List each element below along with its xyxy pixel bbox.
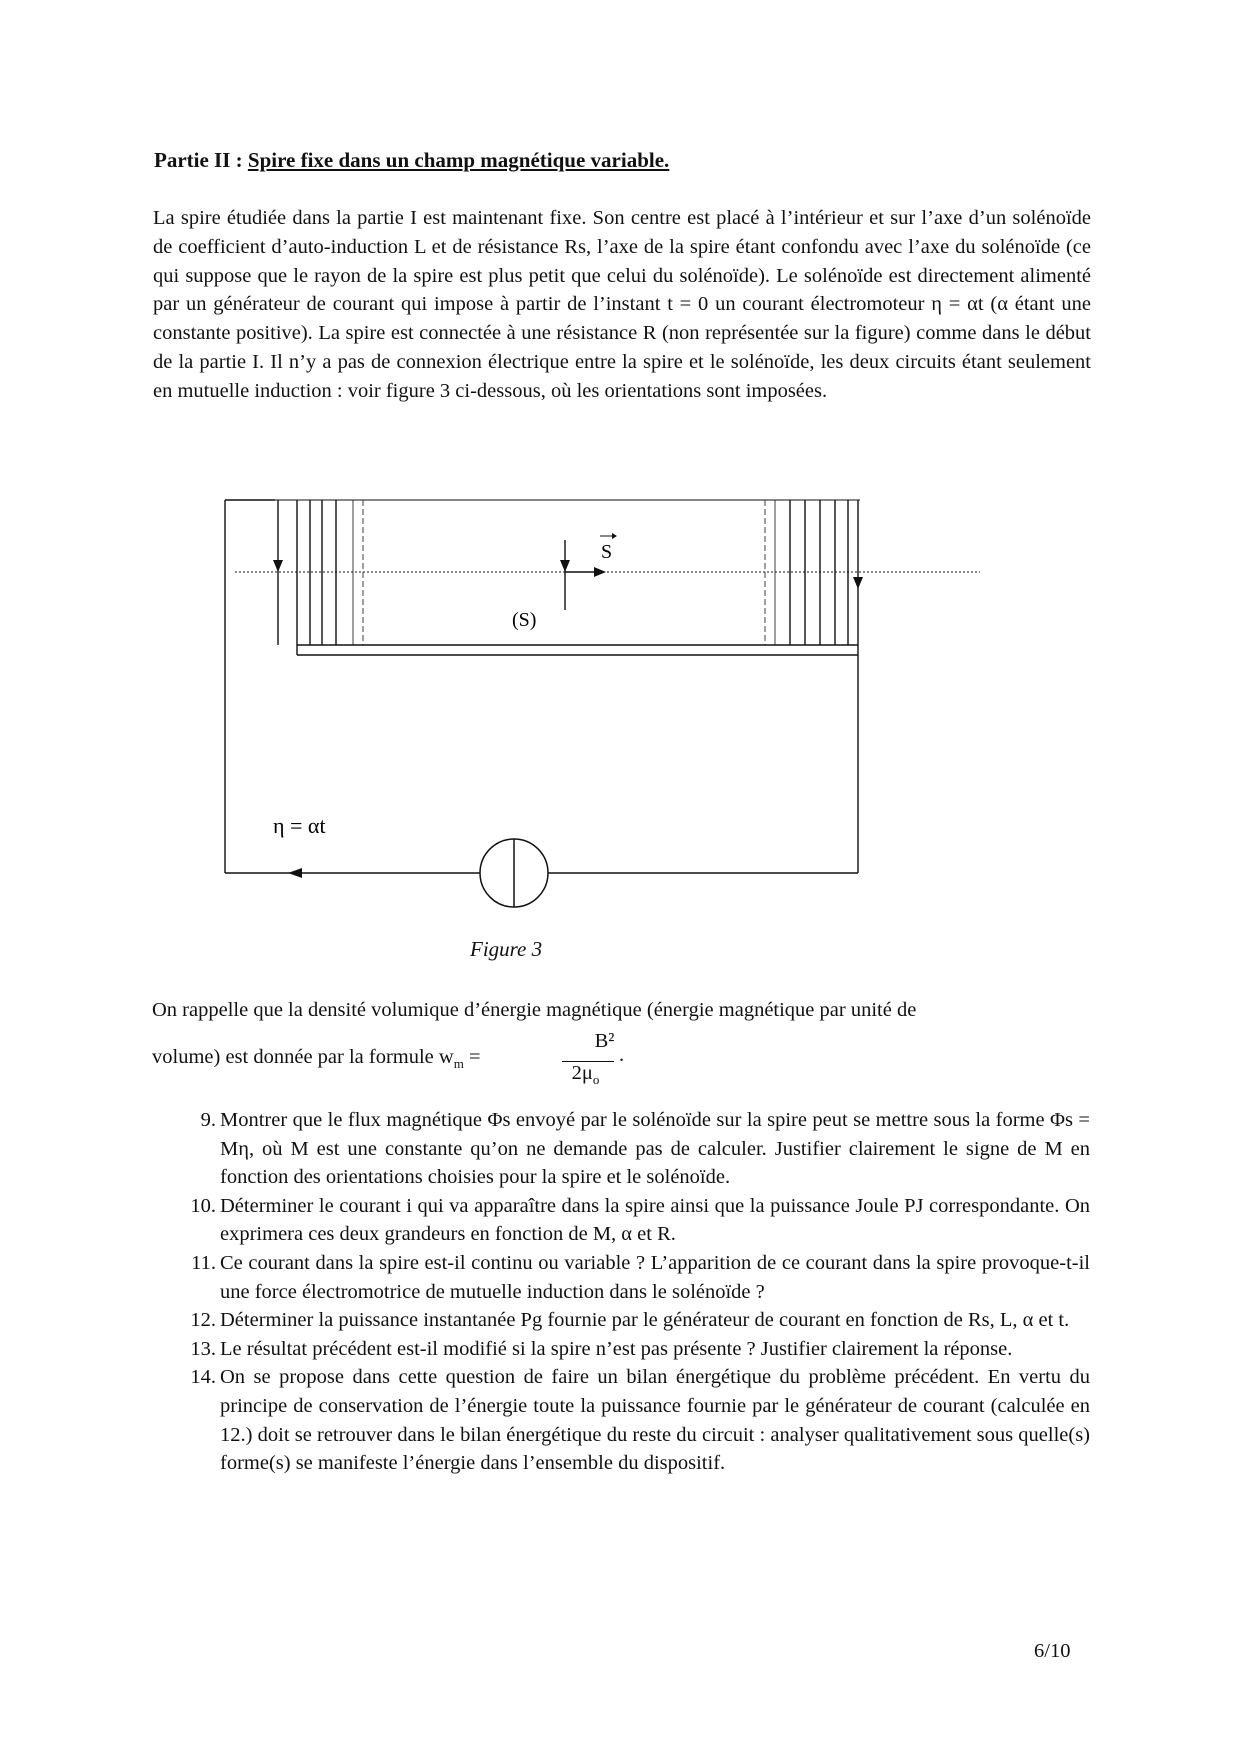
figure-3: [210, 490, 990, 920]
vector-s-arrow-icon: [594, 567, 606, 577]
vector-s-overarrow-head-icon: [612, 533, 617, 539]
intro-paragraph: La spire étudiée dans la partie I est maintenant fixe. Son centre est placé à l’intérieur et sur l’axe d’un solénoïde de coefficient d’auto-induction L et de résistance Rs, l’axe de la spire étant confondu avec l’axe du solénoïde (ce qui suppose que le rayon de la spire est plus petit que celui du solénoïde). Le solénoïde est directement alimenté par un générateur de courant qui impose à partir de l’instant t = 0 un courant électromoteur η = αt (α étant une constante positive). La spire est connectée à une résistance R (non représentée sur la figure) comme dans le début de la partie I. Il n’y a pas de connexion électrique entre la spire et le solénoïde, les deux circuits étant seulement en mutuelle induction : voir figure 3 ci-dessous, où les orientations sont imposées.: [153, 207, 1091, 402]
vector-s-label: S: [601, 541, 613, 563]
question-number: 12.: [190, 1309, 216, 1332]
question-item: [172, 1249, 1090, 1306]
question-item: [172, 1306, 1090, 1335]
question-text: Montrer que le flux magnétique Φs envoyé par le solénoïde sur la spire peut se mettre sous la forme Φs = Mη, où M est une constante qu’on ne demande pas de calculer. Justifier clairement le signe de M en fonction des orientations choisies pour la spire et le solénoïde.: [220, 1109, 1090, 1189]
generator-current-arrow-icon: [288, 868, 302, 878]
question-list: [172, 1106, 1090, 1478]
question-number: 9.: [200, 1109, 216, 1131]
source-label: η = αt: [273, 813, 326, 838]
section-title: [154, 148, 669, 173]
question-item: [172, 1192, 1090, 1249]
question-item: [172, 1106, 1090, 1192]
spire-orientation-arrow-icon: [560, 560, 570, 572]
formula-fraction: [557, 1030, 652, 1094]
question-text: On se propose dans cette question de faire un bilan énergétique du problème précédent. En vertu du principe de conservation de l’énergie toute la puissance fournie par le générateur de courant (calculée en 12.) doit se retrouver dans le bilan énergétique du reste du circuit : analyser qualitativement sous quelle(s) forme(s) se manifeste l’énergie dans l’ensemble du dispositif.: [220, 1366, 1090, 1475]
formula-lhs-sub: m: [453, 1056, 464, 1072]
section-title-underlined: Spire fixe dans un champ magnétique variable.: [247, 148, 670, 172]
formula-numerator: [557, 1030, 652, 1053]
question-text: Déterminer la puissance instantanée Pg fournie par le générateur de courant en fonction de Rs, L, α et t.: [220, 1309, 1070, 1332]
circuit-diagram: [210, 490, 990, 920]
question-text: Ce courant dans la spire est-il continu ou variable ? L’apparition de ce courant dans la spire provoque-t-il une force électromotrice de mutuelle induction dans le solénoïde ?: [220, 1251, 1090, 1303]
question-text: Le résultat précédent est-il modifié si la spire n’est pas présente ? Justifier clairement la réponse.: [220, 1337, 1013, 1360]
current-arrow-left-icon: [273, 560, 283, 572]
formula-numerator-text: B²: [594, 1030, 615, 1052]
figure-caption: Figure 3: [470, 937, 543, 961]
section-title-prefix: Partie II :: [154, 148, 248, 172]
formula-lhs-text: volume) est donnée par la formule w: [152, 1046, 454, 1068]
formula-equals: =: [463, 1046, 481, 1068]
question-item: [172, 1335, 1090, 1364]
question-number: 14.: [190, 1366, 216, 1389]
question-number: 13.: [190, 1337, 216, 1360]
loop-label: (S): [512, 609, 537, 631]
question-text: Déterminer le courant i qui va apparaître dans la spire ainsi que la puissance Joule PJ correspondante. On exprimera ces deux grandeurs en fonction de M, α et R.: [220, 1194, 1090, 1246]
formula-denominator-text: 2μ: [571, 1062, 593, 1084]
page-number: 6/10: [1034, 1640, 1071, 1662]
current-arrow-right-icon: [853, 577, 863, 589]
formula-denominator-sub: o: [592, 1072, 600, 1088]
current-generator: [480, 839, 548, 907]
energy-density-formula: [152, 1030, 652, 1094]
formula-end: .: [619, 1044, 625, 1066]
question-item: [172, 1363, 1090, 1477]
formula-denominator: [557, 1062, 614, 1088]
question-number: 10.: [190, 1194, 216, 1217]
question-number: 11.: [191, 1251, 216, 1274]
recall-paragraph: On rappelle que la densité volumique d’énergie magnétique (énergie magnétique par unité de: [152, 999, 917, 1021]
formula-lhs: [152, 1046, 481, 1072]
